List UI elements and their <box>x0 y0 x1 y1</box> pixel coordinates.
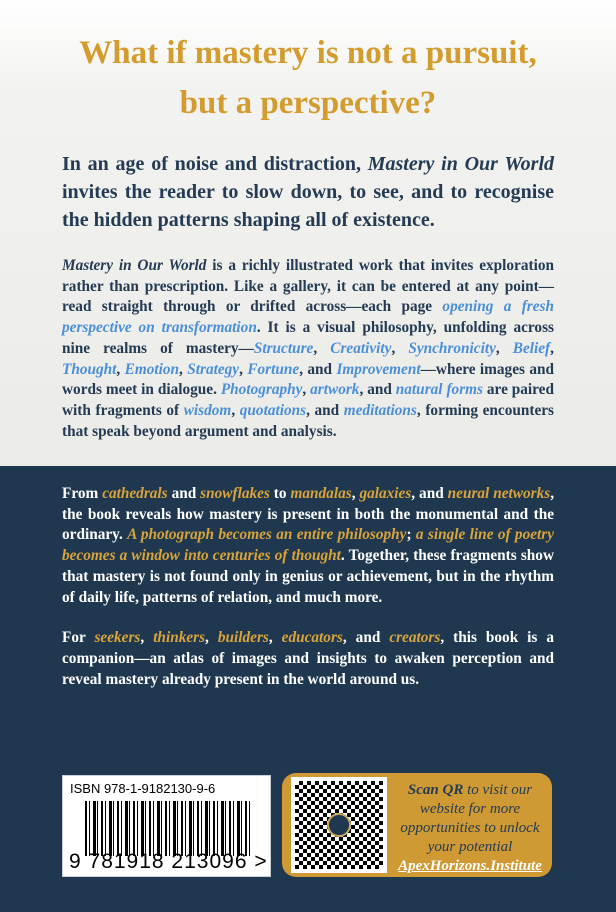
headline: What if mastery is not a pursuit, but a perspective? <box>79 35 537 121</box>
body-text: , <box>116 360 125 378</box>
emphasis-text: meditations <box>343 401 417 419</box>
barcode-bars <box>85 801 250 856</box>
emphasis-text: A photograph becomes an entire philosophy <box>127 526 407 544</box>
body-text: , and <box>411 485 448 502</box>
body-text: . It is a visual philosophy, unfolding across nine realms of mastery— <box>62 319 554 357</box>
intro-paragraph <box>62 150 554 234</box>
body-text: , <box>140 629 154 647</box>
body-text: , and <box>359 381 396 399</box>
emphasis-text: Strategy <box>187 360 240 378</box>
body-text: , <box>313 339 331 357</box>
body-text: to <box>269 485 291 502</box>
emphasis-text: Emotion <box>124 360 180 378</box>
emphasis-text: Mastery in Our World <box>62 257 207 274</box>
emphasis-text: thinkers <box>153 629 206 647</box>
body-text: —where images and words meet in dialogue. <box>62 360 555 399</box>
description-paragraph <box>62 256 554 442</box>
body-text: are paired with fragments of <box>62 381 554 419</box>
emphasis-text: natural forms <box>395 381 483 399</box>
codes-area <box>62 773 552 878</box>
body-text: and <box>167 485 201 502</box>
emphasis-text: Mastery in Our World <box>367 153 554 175</box>
body-text: , the book reveals how mastery is present in both the monumental and the ordinary. <box>62 485 555 544</box>
body-text: is a richly illustrated work that invites exploration rather than prescription. Like a gallery, it can be entered at any point—read straight through or drifted across—each page <box>62 257 554 316</box>
emphasis-text: Fortune <box>247 360 300 378</box>
qr-panel <box>282 773 552 877</box>
scan-qr-label: Scan QR <box>407 782 464 798</box>
emphasis-text: galaxies <box>359 485 412 502</box>
emphasis-text: Structure <box>253 339 314 357</box>
body-text: For <box>62 629 95 647</box>
barcode-digits: 9 781918 213096 > <box>69 850 268 873</box>
body-text: , <box>391 339 409 357</box>
bottom-section <box>0 466 616 690</box>
emphasis-text: Belief <box>512 339 551 357</box>
emphasis-text: Thought <box>62 360 117 378</box>
emphasis-text: opening a fresh perspective on transformation <box>62 298 555 337</box>
body-text: , <box>550 339 554 357</box>
body-text: , <box>239 360 248 378</box>
body-text: , this book is a companion—an atlas of images and insights to awaken perception and reveal mastery already present in the world around us. <box>62 629 555 688</box>
emphasis-text: Photography <box>220 381 303 399</box>
body-text: , <box>231 401 240 419</box>
body-text: , <box>205 629 218 647</box>
body-text: , and <box>306 401 344 419</box>
emphasis-text: a single line of poetry becomes a window into centuries of thought <box>62 526 555 565</box>
emphasis-text: Improvement <box>336 360 421 378</box>
examples-paragraph <box>62 484 554 608</box>
emphasis-text: seekers <box>94 629 141 647</box>
qr-caption <box>394 781 546 876</box>
emphasis-text: quotations <box>239 401 307 419</box>
emphasis-text: creators <box>389 629 441 647</box>
body-text: , <box>179 360 188 378</box>
emphasis-text: snowflakes <box>200 485 270 502</box>
qr-code[interactable] <box>291 777 387 873</box>
emphasis-text: wisdom <box>183 401 232 419</box>
body-text: From <box>62 485 103 502</box>
body-text: , and <box>342 629 390 647</box>
emphasis-text: neural networks <box>447 485 551 502</box>
body-text: , and <box>299 360 337 378</box>
body-text: , <box>302 381 311 399</box>
body-text: , <box>351 485 360 502</box>
emphasis-text: artwork <box>310 381 360 399</box>
emphasis-text: Creativity <box>330 339 392 357</box>
body-text: , forming encounters that speak beyond argument and analysis. <box>62 401 554 440</box>
emphasis-text: educators <box>281 629 343 647</box>
body-text: . Together, these fragments show that mastery is not found only in genius or achievement, but in the rhythm of daily life, patterns of relation, and much more. <box>62 547 555 606</box>
website-link[interactable]: ApexHorizons.Institute <box>398 858 542 874</box>
emphasis-text: Synchronicity <box>408 339 496 357</box>
body-text: , <box>268 629 282 647</box>
qr-pattern <box>295 781 383 869</box>
audience-paragraph <box>62 628 554 690</box>
body-text: In an age of noise and distraction, <box>62 153 368 175</box>
body-text: , <box>495 339 513 357</box>
qr-description: to visit our website for more opportunities to unlock your potential <box>400 782 540 855</box>
body-text: ; <box>406 526 416 544</box>
isbn-barcode <box>62 775 271 877</box>
seal-logo-icon <box>327 813 351 837</box>
emphasis-text: mandalas <box>290 485 352 502</box>
body-text: invites the reader to slow down, to see, and to recognise the hidden patterns shaping all of existence. <box>62 181 554 231</box>
emphasis-text: builders <box>217 629 269 647</box>
isbn-label: ISBN 978-1-9182130-9-6 <box>70 781 216 796</box>
emphasis-text: cathedrals <box>102 485 168 502</box>
